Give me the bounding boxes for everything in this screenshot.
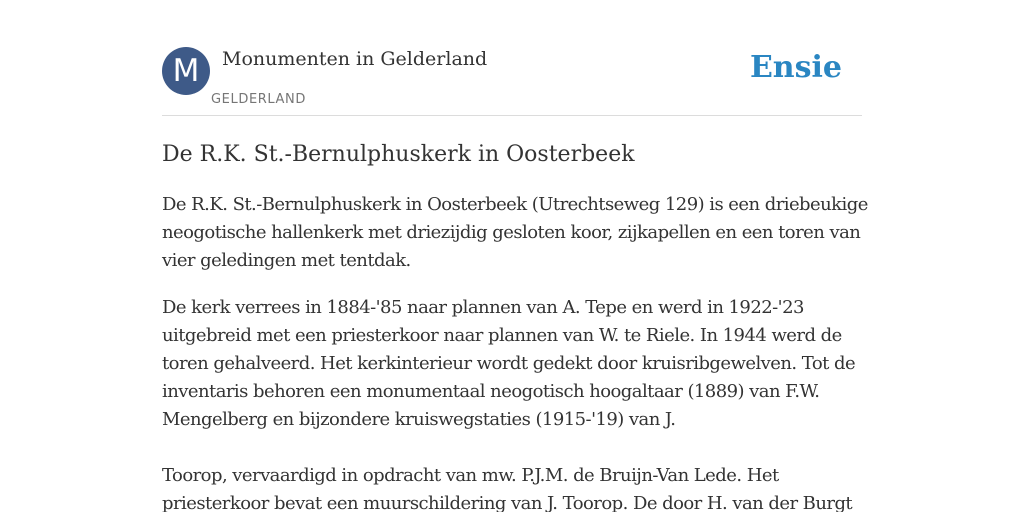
article-paragraph-3 (162, 462, 872, 512)
paragraph-line: uitgebreid met een priesterkoor naar plannen van W. te Riele. In 1944 werd de (162, 325, 842, 346)
paragraph-line: De R.K. St.-Bernulphuskerk in Oosterbeek (Utrechtseweg 129) is een driebeukige (162, 194, 868, 215)
ensie-logo[interactable]: Ensie (749, 50, 842, 85)
paragraph-line: vier geledingen met tentdak. (162, 250, 411, 271)
paragraph-line: toren gehalveerd. Het kerkinterieur wordt gedekt door kruisribgewelven. Tot de (162, 353, 856, 374)
article-title: De R.K. St.-Bernulphuskerk in Oosterbeek (162, 142, 635, 167)
paragraph-line: Mengelberg en bijzondere kruiswegstaties (1915-'19) van J. (162, 409, 676, 430)
paragraph-line: De kerk verrees in 1884-'85 naar plannen van A. Tepe en werd in 1922-'23 (162, 297, 804, 318)
header-divider (162, 115, 862, 116)
collection-header (162, 46, 862, 116)
paragraph-line: neogotische hallenkerk met driezijdig gesloten koor, zijkapellen en een toren van (162, 222, 861, 243)
collection-region-label[interactable]: GELDERLAND (211, 92, 306, 107)
article (162, 139, 872, 512)
paragraph-line: inventaris behoren een monumentaal neogotisch hoogaltaar (1889) van F.W. (162, 381, 820, 402)
paragraph-line: priesterkoor bevat een muurschildering van J. Toorop. De door H. van der Burgt (162, 493, 853, 512)
collection-title-link[interactable]: Monumenten in Gelderland (222, 48, 488, 70)
avatar[interactable]: M (162, 47, 210, 95)
article-paragraph-2 (162, 294, 872, 434)
article-paragraph-1 (162, 191, 872, 275)
paragraph-line: Toorop, vervaardigd in opdracht van mw. P.J.M. de Bruijn-Van Lede. Het (162, 465, 779, 486)
